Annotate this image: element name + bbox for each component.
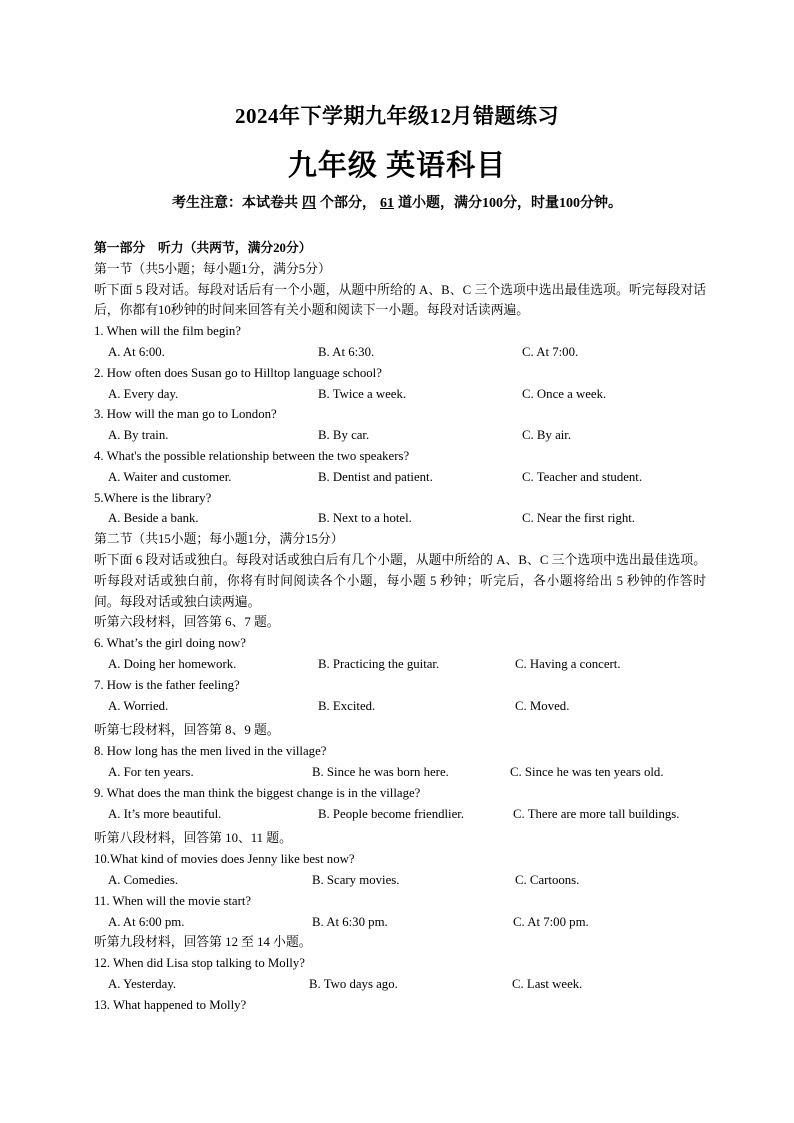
option-a: A. For ten years. (108, 764, 194, 779)
section1-instructions: 听下面 5 段对话。每段对话后有一个小题，从题中所给的 A、B、C 三个选项中选出最佳选项。听完每段对话后，你都有10秒钟的时间来回答有关小题和阅读下一小题。每段对话读两遍。 (94, 282, 706, 318)
option-b: B. Scary movies. (312, 872, 400, 887)
question-3: 3. How will the man go to London? (94, 407, 277, 422)
options-5 (94, 508, 706, 529)
question-5: 5.Where is the library? (94, 490, 212, 505)
option-a: A. Comedies. (108, 872, 179, 887)
option-c: C. Last week. (512, 976, 583, 991)
option-a: A. By train. (108, 428, 169, 443)
question-11: 11. When will the movie start? (94, 893, 252, 908)
section2-heading: 第二节（共15小题；每小题1分，满分15分） (94, 532, 344, 547)
question-2: 2. How often does Susan go to Hilltop language school? (94, 365, 382, 380)
exam-notice (0, 192, 794, 212)
option-b: B. Excited. (318, 698, 376, 713)
material-6-note: 听第六段材料，回答第 6、7 题。 (94, 615, 280, 630)
option-c: C. Once a week. (522, 386, 607, 401)
option-b: B. Practicing the guitar. (318, 656, 440, 671)
exam-title: 2024年下学期九年级12月错题练习 (235, 104, 559, 128)
question-4: 4. What's the possible relationship between the two speakers? (94, 448, 410, 463)
option-a: A. Yesterday. (108, 976, 177, 991)
notice-prefix: 考生注意：本试卷共 (172, 196, 298, 211)
notice-questions: 61 (380, 196, 394, 211)
exam-content (94, 238, 706, 1015)
option-c: C. At 7:00 pm. (513, 914, 589, 929)
option-a: A. Worried. (108, 698, 169, 713)
options-1 (94, 342, 706, 363)
options-9 (94, 804, 706, 825)
option-c: C. By air. (522, 428, 572, 443)
notice-suffix: 道小题，满分100分，时量100分钟。 (398, 196, 622, 211)
option-c: C. Near the first right. (522, 511, 636, 526)
option-b: B. By car. (318, 428, 370, 443)
question-1: 1. When will the film begin? (94, 324, 241, 339)
options-3 (94, 425, 706, 446)
question-10: 10.What kind of movies does Jenny like best now? (94, 852, 355, 867)
option-a: A. Waiter and customer. (108, 469, 232, 484)
question-6: 6. What’s the girl doing now? (94, 636, 246, 651)
option-b: B. People become friendlier. (318, 806, 465, 821)
notice-mid: 个部分， (320, 196, 376, 211)
options-12 (94, 974, 706, 995)
option-a: A. It’s more beautiful. (108, 806, 222, 821)
options-6 (94, 654, 706, 675)
question-8: 8. How long has the men lived in the village? (94, 744, 327, 759)
option-c: C. Having a concert. (515, 656, 621, 671)
options-7 (94, 696, 706, 717)
option-c: C. At 7:00. (522, 344, 579, 359)
option-b: B. Since he was born here. (312, 764, 449, 779)
option-b: B. Next to a hotel. (318, 511, 412, 526)
question-9: 9. What does the man think the biggest change is in the village? (94, 785, 421, 800)
option-b: B. Dentist and patient. (318, 469, 433, 484)
option-c: C. Teacher and student. (522, 469, 643, 484)
section2-instructions: 听下面 6 段对话或独白。每段对话或独白后有几个小题，从题中所给的 A、B、C 三个选项中选出最佳选项。听每段对话或独白前，你将有时间阅读各个小题，每小题 5 秒钟；听完后，各小题将给出 5 秒钟的作答时间。每段对话或独白读两遍。 (94, 552, 706, 609)
option-c: C. Cartoons. (515, 872, 580, 887)
option-b: B. Twice a week. (318, 386, 407, 401)
part-heading: 第一部分 听力（共两节，满分20分） (94, 241, 312, 255)
question-13: 13. What happened to Molly? (94, 997, 247, 1012)
option-a: A. Every day. (108, 386, 179, 401)
option-a: A. Doing her homework. (108, 656, 237, 671)
material-9-note: 听第九段材料，回答第 12 至 14 小题。 (94, 935, 312, 950)
option-c: C. Since he was ten years old. (510, 764, 664, 779)
options-4 (94, 467, 706, 488)
question-7: 7. How is the father feeling? (94, 677, 240, 692)
notice-parts: 四 (302, 196, 316, 211)
option-b: B. At 6:30 pm. (312, 914, 388, 929)
option-b: B. Two days ago. (309, 976, 398, 991)
option-a: A. Beside a bank. (108, 511, 199, 526)
options-11 (94, 912, 706, 933)
options-8 (94, 762, 706, 783)
option-a: A. At 6:00. (108, 344, 165, 359)
section1-heading: 第一节（共5小题；每小题1分，满分5分） (94, 261, 331, 276)
options-10 (94, 870, 706, 891)
material-7-note: 听第七段材料，回答第 8、9 题。 (94, 723, 280, 738)
material-8-note: 听第八段材料，回答第 10、11 题。 (94, 831, 292, 846)
option-c: C. There are more tall buildings. (513, 806, 680, 821)
option-b: B. At 6:30. (318, 344, 375, 359)
question-12: 12. When did Lisa stop talking to Molly? (94, 956, 305, 971)
options-2 (94, 384, 706, 405)
exam-subtitle: 九年级 英语科目 (287, 150, 507, 182)
option-a: A. At 6:00 pm. (108, 914, 185, 929)
option-c: C. Moved. (515, 698, 570, 713)
